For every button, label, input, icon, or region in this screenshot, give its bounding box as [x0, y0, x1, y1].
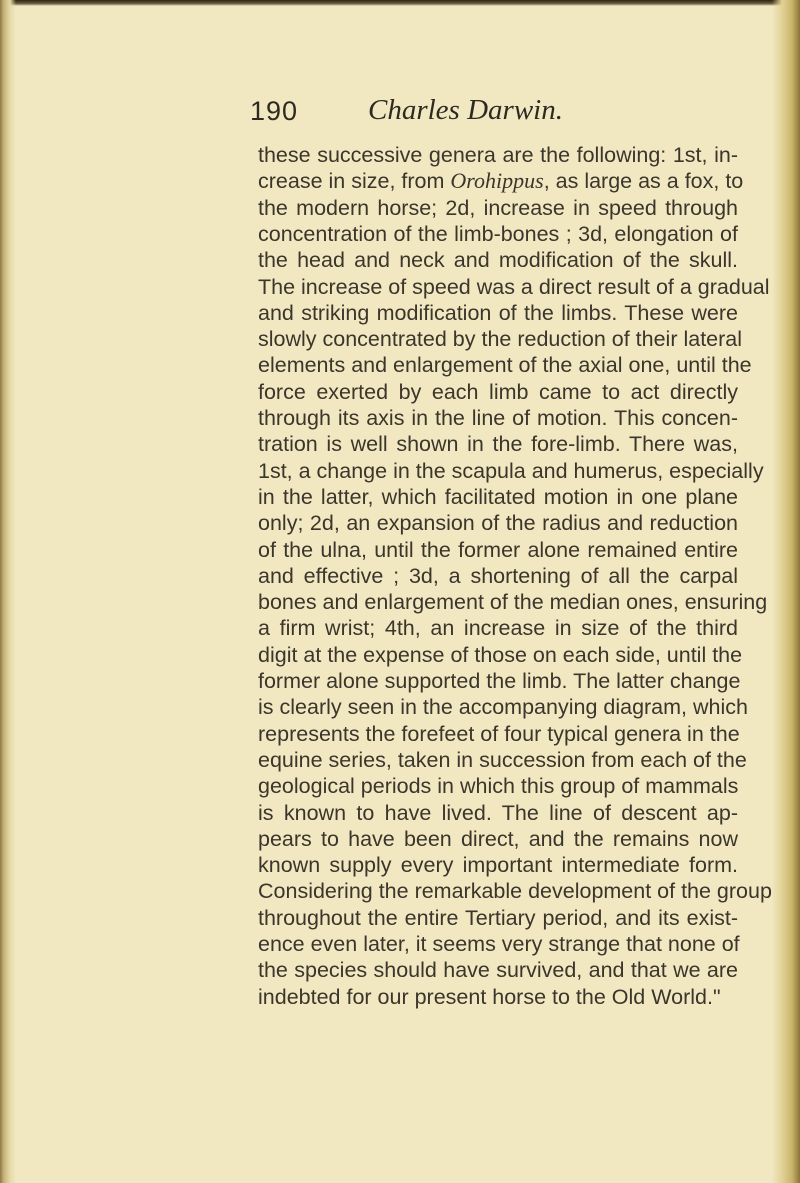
text-line: slowly concentrated by the reduction of their lateral [258, 327, 743, 352]
text-line: 1st, a change in the scapula and humerus, especially [258, 458, 764, 483]
text-line: pears to have been direct, and the remains now [258, 826, 738, 851]
text-line: bones and enlargement of the median ones, ensuring [258, 590, 768, 615]
text-line: through its axis in the line of motion. This concen- [258, 406, 738, 430]
text-line: concentration of the limb-bones ; 3d, elongation of [258, 221, 738, 246]
text-line: the modern horse; 2d, increase in speed through [258, 195, 738, 220]
text-line: force exerted by each limb came to act directly [258, 379, 738, 404]
text-line: the species should have survived, and that we are [258, 958, 738, 983]
text-line: the head and neck and modification of the skull. [258, 248, 738, 273]
text-line: Considering the remarkable development of the group [258, 879, 772, 904]
text-line: tration is well shown in the fore-limb. There was, [258, 432, 738, 457]
text-line: is known to have lived. The line of descent ap- [258, 800, 738, 825]
text-line: and effective ; 3d, a shortening of all the carpal [258, 563, 738, 588]
text-line: only; 2d, an expansion of the radius and reduction [258, 511, 738, 536]
page-number: 190 [250, 96, 299, 126]
text-line: and striking modification of the limbs. These were [258, 300, 738, 325]
text-line: former alone supported the limb. The latter change [258, 669, 741, 693]
text-line: known supply every important intermediate form. [258, 853, 738, 878]
text-line: equine series, taken in succession from each of the [258, 747, 747, 772]
text-line: The increase of speed was a direct result of a gradual [258, 274, 770, 299]
text-line: elements and enlargement of the axial one, until the [258, 353, 752, 378]
text-line: geological periods in which this group of mammals [258, 774, 739, 799]
text-line: in the latter, which facilitated motion in one plane [258, 484, 738, 509]
text-line: crease in size, from Orohippus, as large as a fox, to [258, 168, 744, 194]
text-line: digit at the expense of those on each side, until the [258, 642, 743, 667]
running-head: Charles Darwin. [368, 94, 563, 126]
text-line: indebted for our present horse to the Old World." [258, 984, 721, 1009]
text-line: these successive genera are the following: 1st, in- [258, 143, 738, 167]
text-line: of the ulna, until the former alone remained entire [258, 537, 738, 562]
text-line: ence even later, it seems very strange that none of [258, 932, 740, 956]
text-line: is clearly seen in the accompanying diagram, which [258, 695, 748, 720]
text-line: represents the forefeet of four typical genera in the [258, 721, 740, 746]
text-line: a firm wrist; 4th, an increase in size of the third [258, 616, 738, 641]
text-line: throughout the entire Tertiary period, and its exist- [258, 905, 738, 930]
